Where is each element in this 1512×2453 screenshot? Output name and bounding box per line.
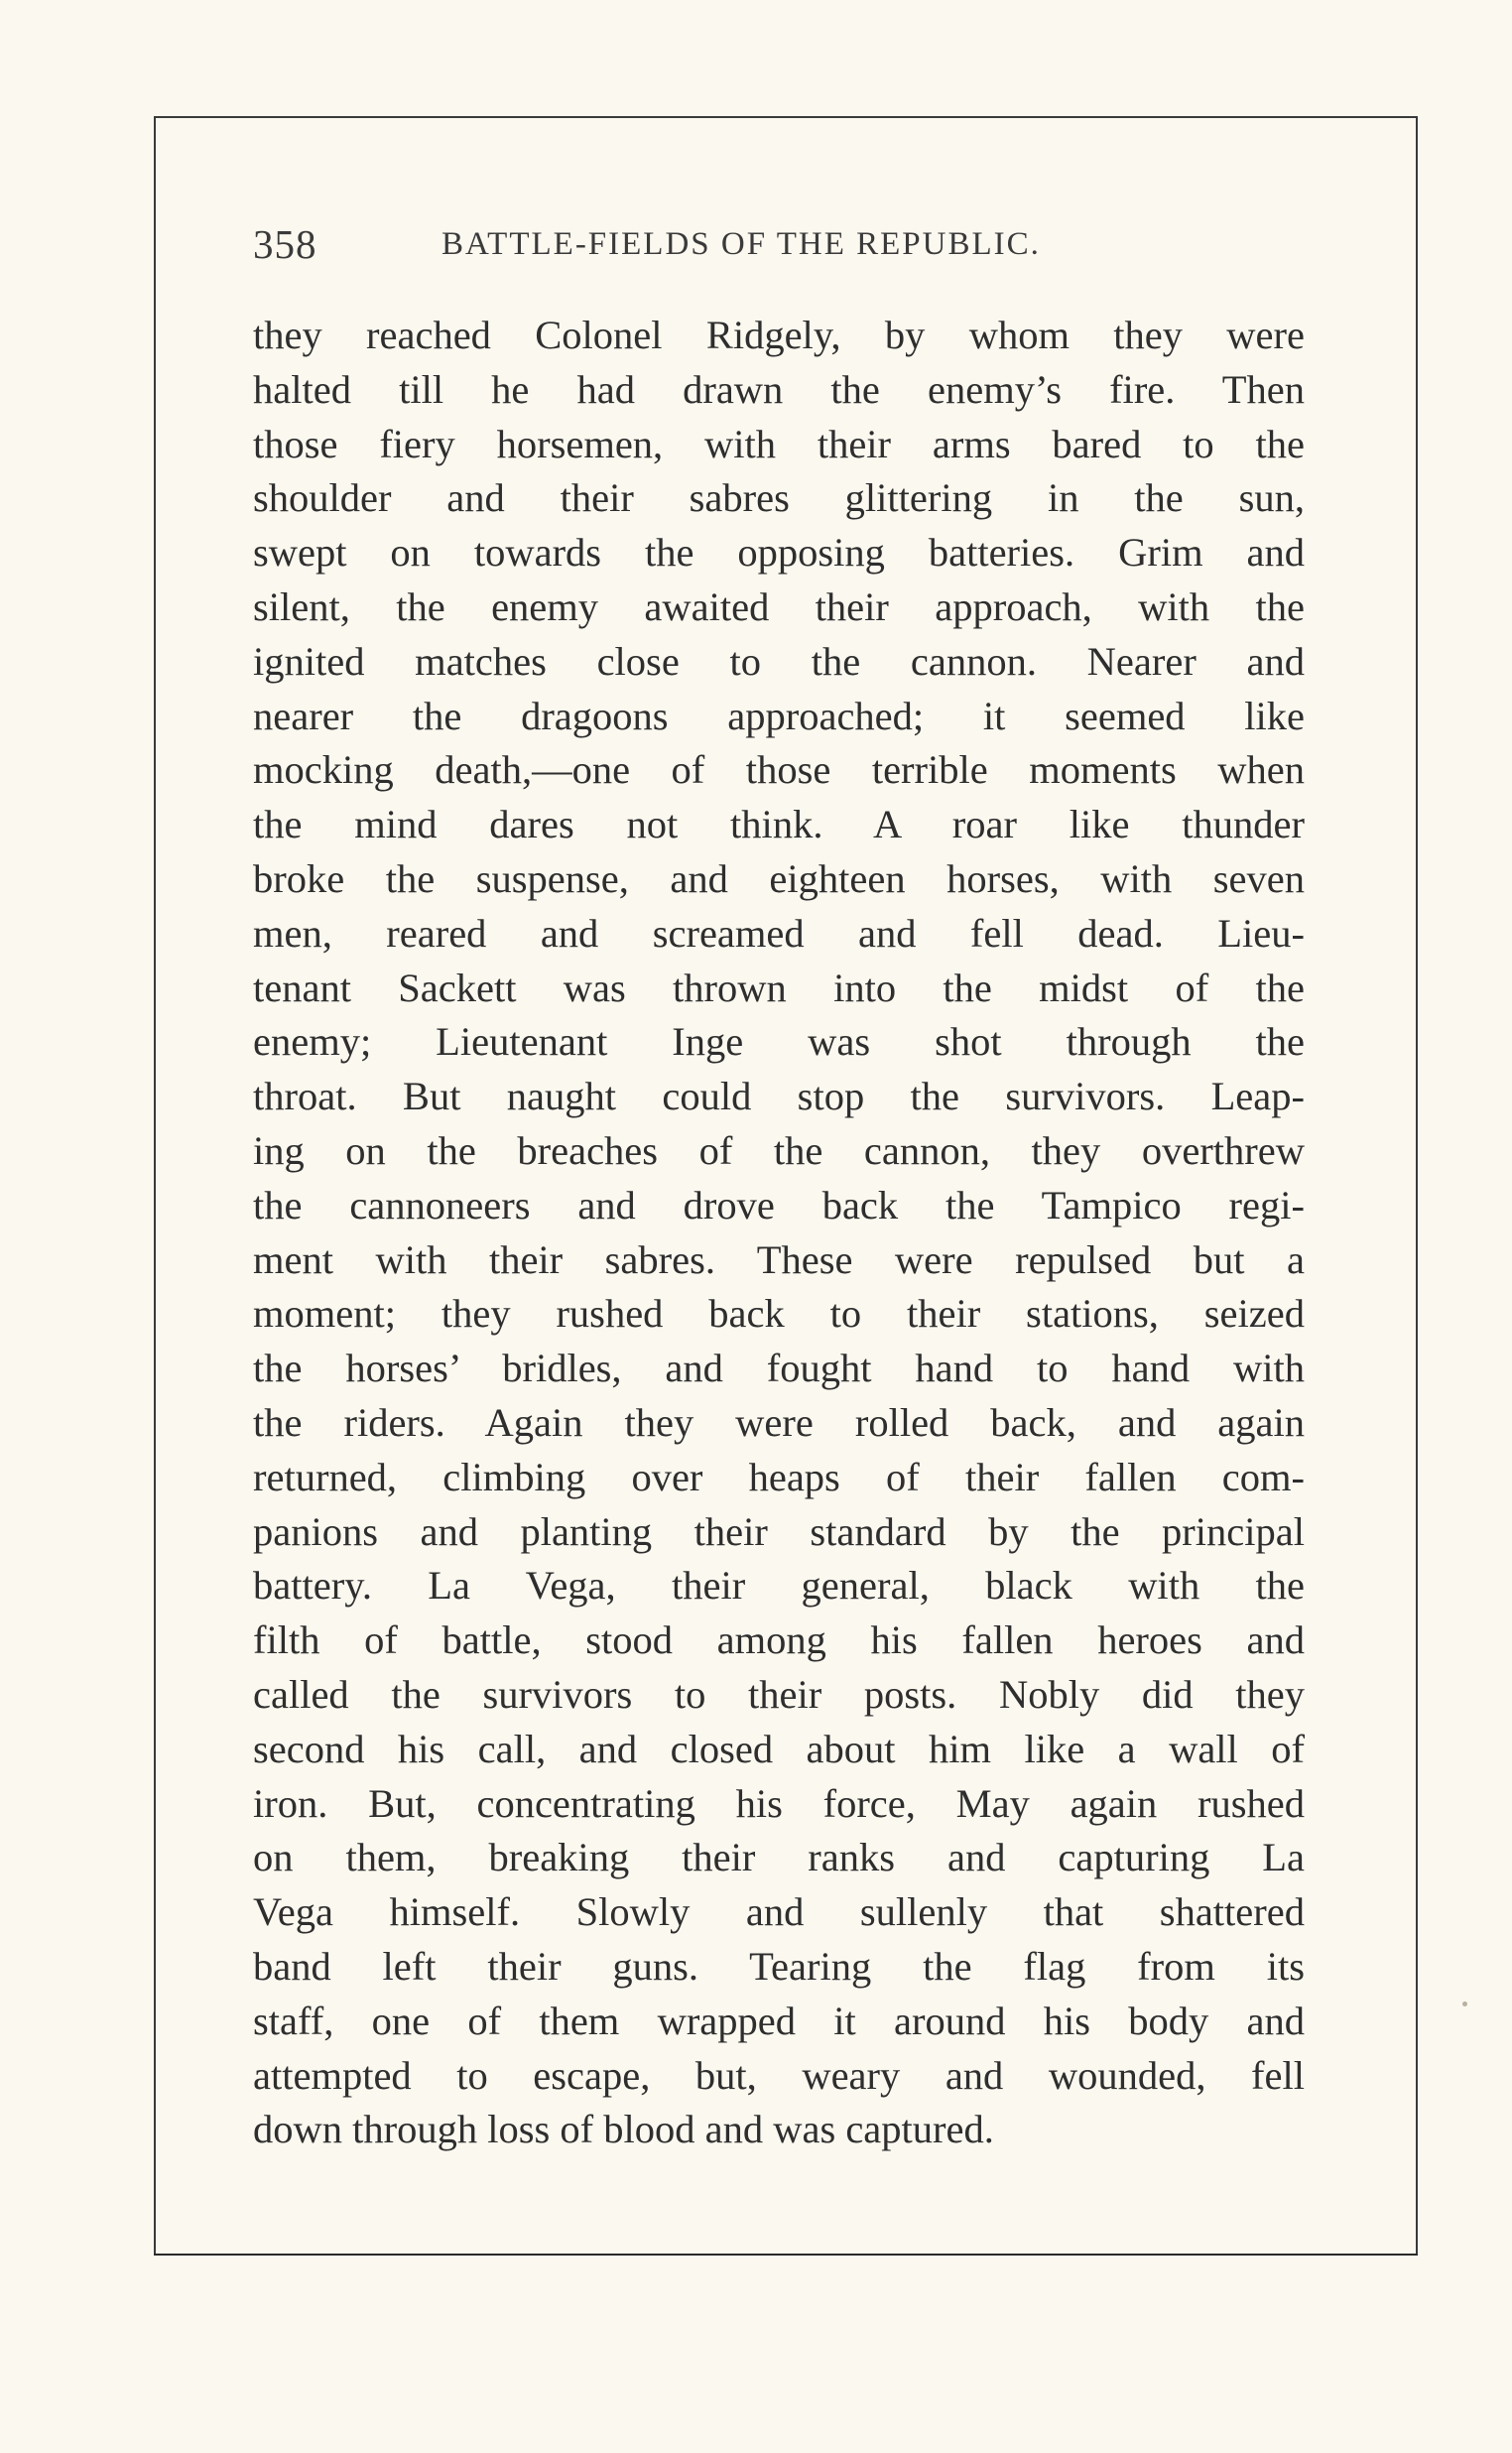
- running-head-title: BATTLE-FIELDS OF THE REPUBLIC.: [441, 226, 1041, 262]
- text-line: they reached Colonel Ridgely, by whom they were: [253, 313, 1305, 357]
- text-line: Vega himself. Slowly and sullenly that shattered: [253, 1889, 1305, 1935]
- text-line: attempted to escape, but, weary and wounded, fell: [253, 2052, 1305, 2098]
- body-text: [253, 309, 1305, 2157]
- text-line: ment with their sabres. These were repulsed but a: [253, 1236, 1305, 1282]
- text-line: halted till he had drawn the enemy’s fire. Then: [253, 366, 1305, 412]
- text-line: the cannoneers and drove back the Tampico regi-: [253, 1182, 1305, 1227]
- page-number: 358: [253, 221, 317, 267]
- text-line: iron. But, concentrating his force, May again rushed: [253, 1780, 1305, 1826]
- text-line: band left their guns. Tearing the flag from its: [253, 1943, 1305, 1989]
- text-line: nearer the dragoons approached; it seemed like: [253, 693, 1305, 738]
- text-line: mocking death,—one of those terrible moments when: [253, 747, 1305, 793]
- running-head: [253, 220, 1305, 270]
- text-line: returned, climbing over heaps of their fallen com-: [253, 1454, 1305, 1499]
- text-line: shoulder and their sabres glittering in the sun,: [253, 475, 1305, 521]
- text-line: tenant Sackett was thrown into the midst of the: [253, 965, 1305, 1010]
- text-line: on them, breaking their ranks and capturing La: [253, 1835, 1305, 1880]
- text-line: broke the suspense, and eighteen horses, with seven: [253, 855, 1305, 901]
- text-line: men, reared and screamed and fell dead. Lieu-: [253, 910, 1305, 956]
- text-line: swept on towards the opposing batteries. Grim and: [253, 530, 1305, 576]
- text-line-last: down through loss of blood and was captured.: [253, 2107, 994, 2152]
- text-line: enemy; Lieutenant Inge was shot through the: [253, 1019, 1305, 1065]
- text-line: the horses’ bridles, and fought hand to hand with: [253, 1346, 1305, 1391]
- text-line: the riders. Again they were rolled back, and again: [253, 1399, 1305, 1445]
- text-line: throat. But naught could stop the survivors. Leap-: [253, 1074, 1305, 1119]
- page-border-bottom-rule: [154, 2254, 1418, 2256]
- text-line: the mind dares not think. A roar like thunder: [253, 802, 1305, 847]
- text-line: silent, the enemy awaited their approach, with the: [253, 583, 1305, 629]
- text-line: battery. La Vega, their general, black with the: [253, 1563, 1305, 1609]
- paper-speck: [1462, 2001, 1467, 2006]
- text-line: second his call, and closed about him like a wall of: [253, 1726, 1305, 1771]
- text-line: staff, one of them wrapped it around his body and: [253, 1998, 1305, 2043]
- text-line: those fiery horsemen, with their arms bared to the: [253, 421, 1305, 466]
- text-line: panions and planting their standard by the principal: [253, 1508, 1305, 1554]
- text-line: ignited matches close to the cannon. Nearer and: [253, 638, 1305, 684]
- text-line: moment; they rushed back to their stations, seized: [253, 1291, 1305, 1337]
- text-line: filth of battle, stood among his fallen heroes and: [253, 1617, 1305, 1663]
- text-line: ing on the breaches of the cannon, they overthrew: [253, 1127, 1305, 1173]
- text-line: called the survivors to their posts. Nobly did they: [253, 1671, 1305, 1717]
